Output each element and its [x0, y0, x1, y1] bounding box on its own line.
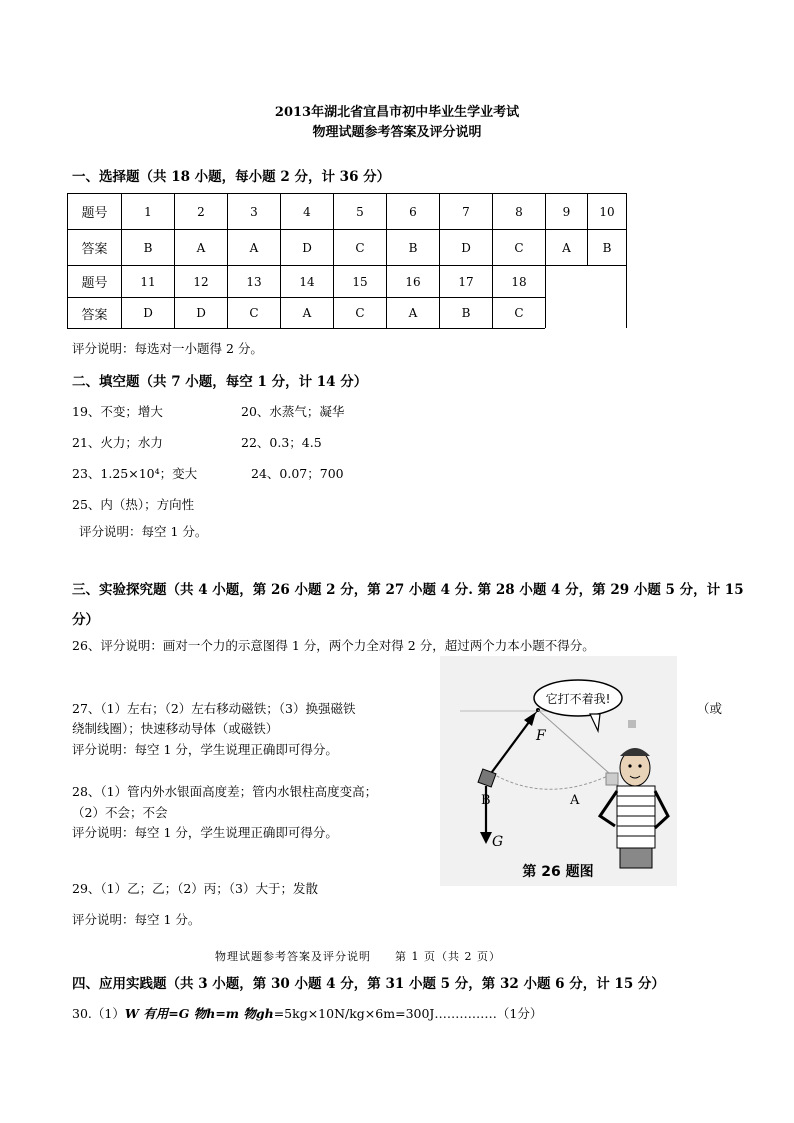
question-27-or: （或 [697, 701, 723, 716]
table-cell: C [334, 298, 387, 329]
figure-caption: 第 26 题图 [522, 864, 594, 880]
row-label: 题号 [68, 266, 122, 298]
table-cell: A [546, 230, 588, 266]
table-cell: A [175, 230, 228, 266]
question-30-calculation: =5kg×10N/kg×6m=300J……………（1分） [273, 1006, 543, 1021]
section4-heading: 四、应用实践题（共 3 小题，第 30 小题 4 分，第 31 小题 5 分，第 32 小题 6 分，计 15 分） [72, 976, 665, 992]
empty-cell [546, 266, 627, 329]
answer-20: 20、水蒸气；凝华 [241, 404, 345, 419]
table-cell: 5 [334, 194, 387, 230]
table-row [68, 298, 627, 329]
table-cell: 14 [281, 266, 334, 298]
table-cell: C [493, 230, 546, 266]
section2-heading: 二、填空题（共 7 小题，每空 1 分，计 14 分） [72, 374, 368, 390]
table-cell: D [175, 298, 228, 329]
table-cell: A [387, 298, 440, 329]
table-cell: 10 [588, 194, 627, 230]
table-cell: D [281, 230, 334, 266]
label-b: B [481, 793, 491, 808]
table-cell: 7 [440, 194, 493, 230]
table-cell: B [387, 230, 440, 266]
table-cell: A [228, 230, 281, 266]
section1-note: 评分说明：每选对一小题得 2 分。 [72, 341, 263, 356]
section3-heading: 三、实验探究题（共 4 小题，第 26 小题 2 分，第 27 小题 4 分. 第 28 小题 4 分，第 29 小题 5 分，计 15 [72, 582, 744, 598]
question-27-note: 评分说明：每空 1 分，学生说理正确即可得分。 [72, 742, 338, 757]
section3-heading-cont: 分） [72, 612, 99, 628]
table-cell: 13 [228, 266, 281, 298]
row-label: 题号 [68, 194, 122, 230]
table-cell: 17 [440, 266, 493, 298]
page-footer: 物理试题参考答案及评分说明 第 1 页（共 2 页） [215, 950, 501, 963]
table-cell: 2 [175, 194, 228, 230]
table-cell: 11 [122, 266, 175, 298]
table-cell: 1 [122, 194, 175, 230]
answer-22: 22、0.3；4.5 [241, 435, 322, 450]
question-26: 26、评分说明：画对一个力的示意图得 1 分，两个力全对得 2 分，超过两个力本小题不得分。 [72, 638, 595, 653]
row-label: 答案 [68, 298, 122, 329]
document-subtitle: 物理试题参考答案及评分说明 [312, 125, 482, 140]
table-row [68, 266, 627, 298]
question-30-formula: W 有用=G 物h=m 物gh [124, 1006, 274, 1021]
question-29-note: 评分说明：每空 1 分。 [72, 912, 201, 927]
table-cell: 3 [228, 194, 281, 230]
table-cell: 18 [493, 266, 546, 298]
row-label: 答案 [68, 230, 122, 266]
table-cell: 9 [546, 194, 588, 230]
label-a: A [570, 793, 580, 808]
table-row [68, 194, 627, 230]
table-cell: A [281, 298, 334, 329]
question-30 [72, 1004, 542, 1022]
section2-note: 评分说明：每空 1 分。 [79, 524, 208, 539]
answer-23: 23、1.25×10⁴；变大 [72, 466, 198, 481]
table-cell: D [440, 230, 493, 266]
question-27-line2: 绕制线圈）；快速移动导体（或磁铁） [72, 721, 279, 736]
table-cell: C [334, 230, 387, 266]
question-29: 29、（1）乙；乙；（2）丙；（3）大于；发散 [72, 881, 319, 896]
question-28-note: 评分说明：每空 1 分，学生说理正确即可得分。 [72, 825, 338, 840]
label-f: F [536, 728, 546, 744]
table-cell: 6 [387, 194, 440, 230]
question-28-line1: 28、（1）管内外水银面高度差；管内水银柱高度变高； [72, 784, 378, 799]
table-cell: 4 [281, 194, 334, 230]
table-cell: B [122, 230, 175, 266]
answer-25: 25、内（热）；方向性 [72, 497, 195, 512]
table-cell: B [440, 298, 493, 329]
answer-table [67, 193, 627, 329]
question-28-line2: （2）不会；不会 [72, 805, 168, 820]
table-cell: 12 [175, 266, 228, 298]
table-cell: 8 [493, 194, 546, 230]
figure-26 [440, 656, 677, 886]
answer-19: 19、不变；增大 [72, 404, 163, 419]
table-cell: 16 [387, 266, 440, 298]
question-30-prefix: 30.（1） [72, 1006, 125, 1021]
table-row [68, 230, 627, 266]
document-title: 2013年湖北省宜昌市初中毕业生学业考试 [274, 105, 520, 120]
speech-bubble-text: 它打不着我! [545, 692, 611, 706]
figure-26-drawing [440, 656, 677, 886]
question-27-line1: 27、（1）左右；（2）左右移动磁铁；（3）换强磁铁 [72, 701, 356, 716]
table-cell: 15 [334, 266, 387, 298]
label-g: G [492, 834, 504, 850]
answer-24: 24、0.07；700 [251, 466, 344, 481]
table-cell: C [493, 298, 546, 329]
answer-21: 21、火力；水力 [72, 435, 163, 450]
table-cell: B [588, 230, 627, 266]
table-cell: C [228, 298, 281, 329]
table-cell: D [122, 298, 175, 329]
section1-heading: 一、选择题（共 18 小题，每小题 2 分，计 36 分） [72, 169, 391, 185]
